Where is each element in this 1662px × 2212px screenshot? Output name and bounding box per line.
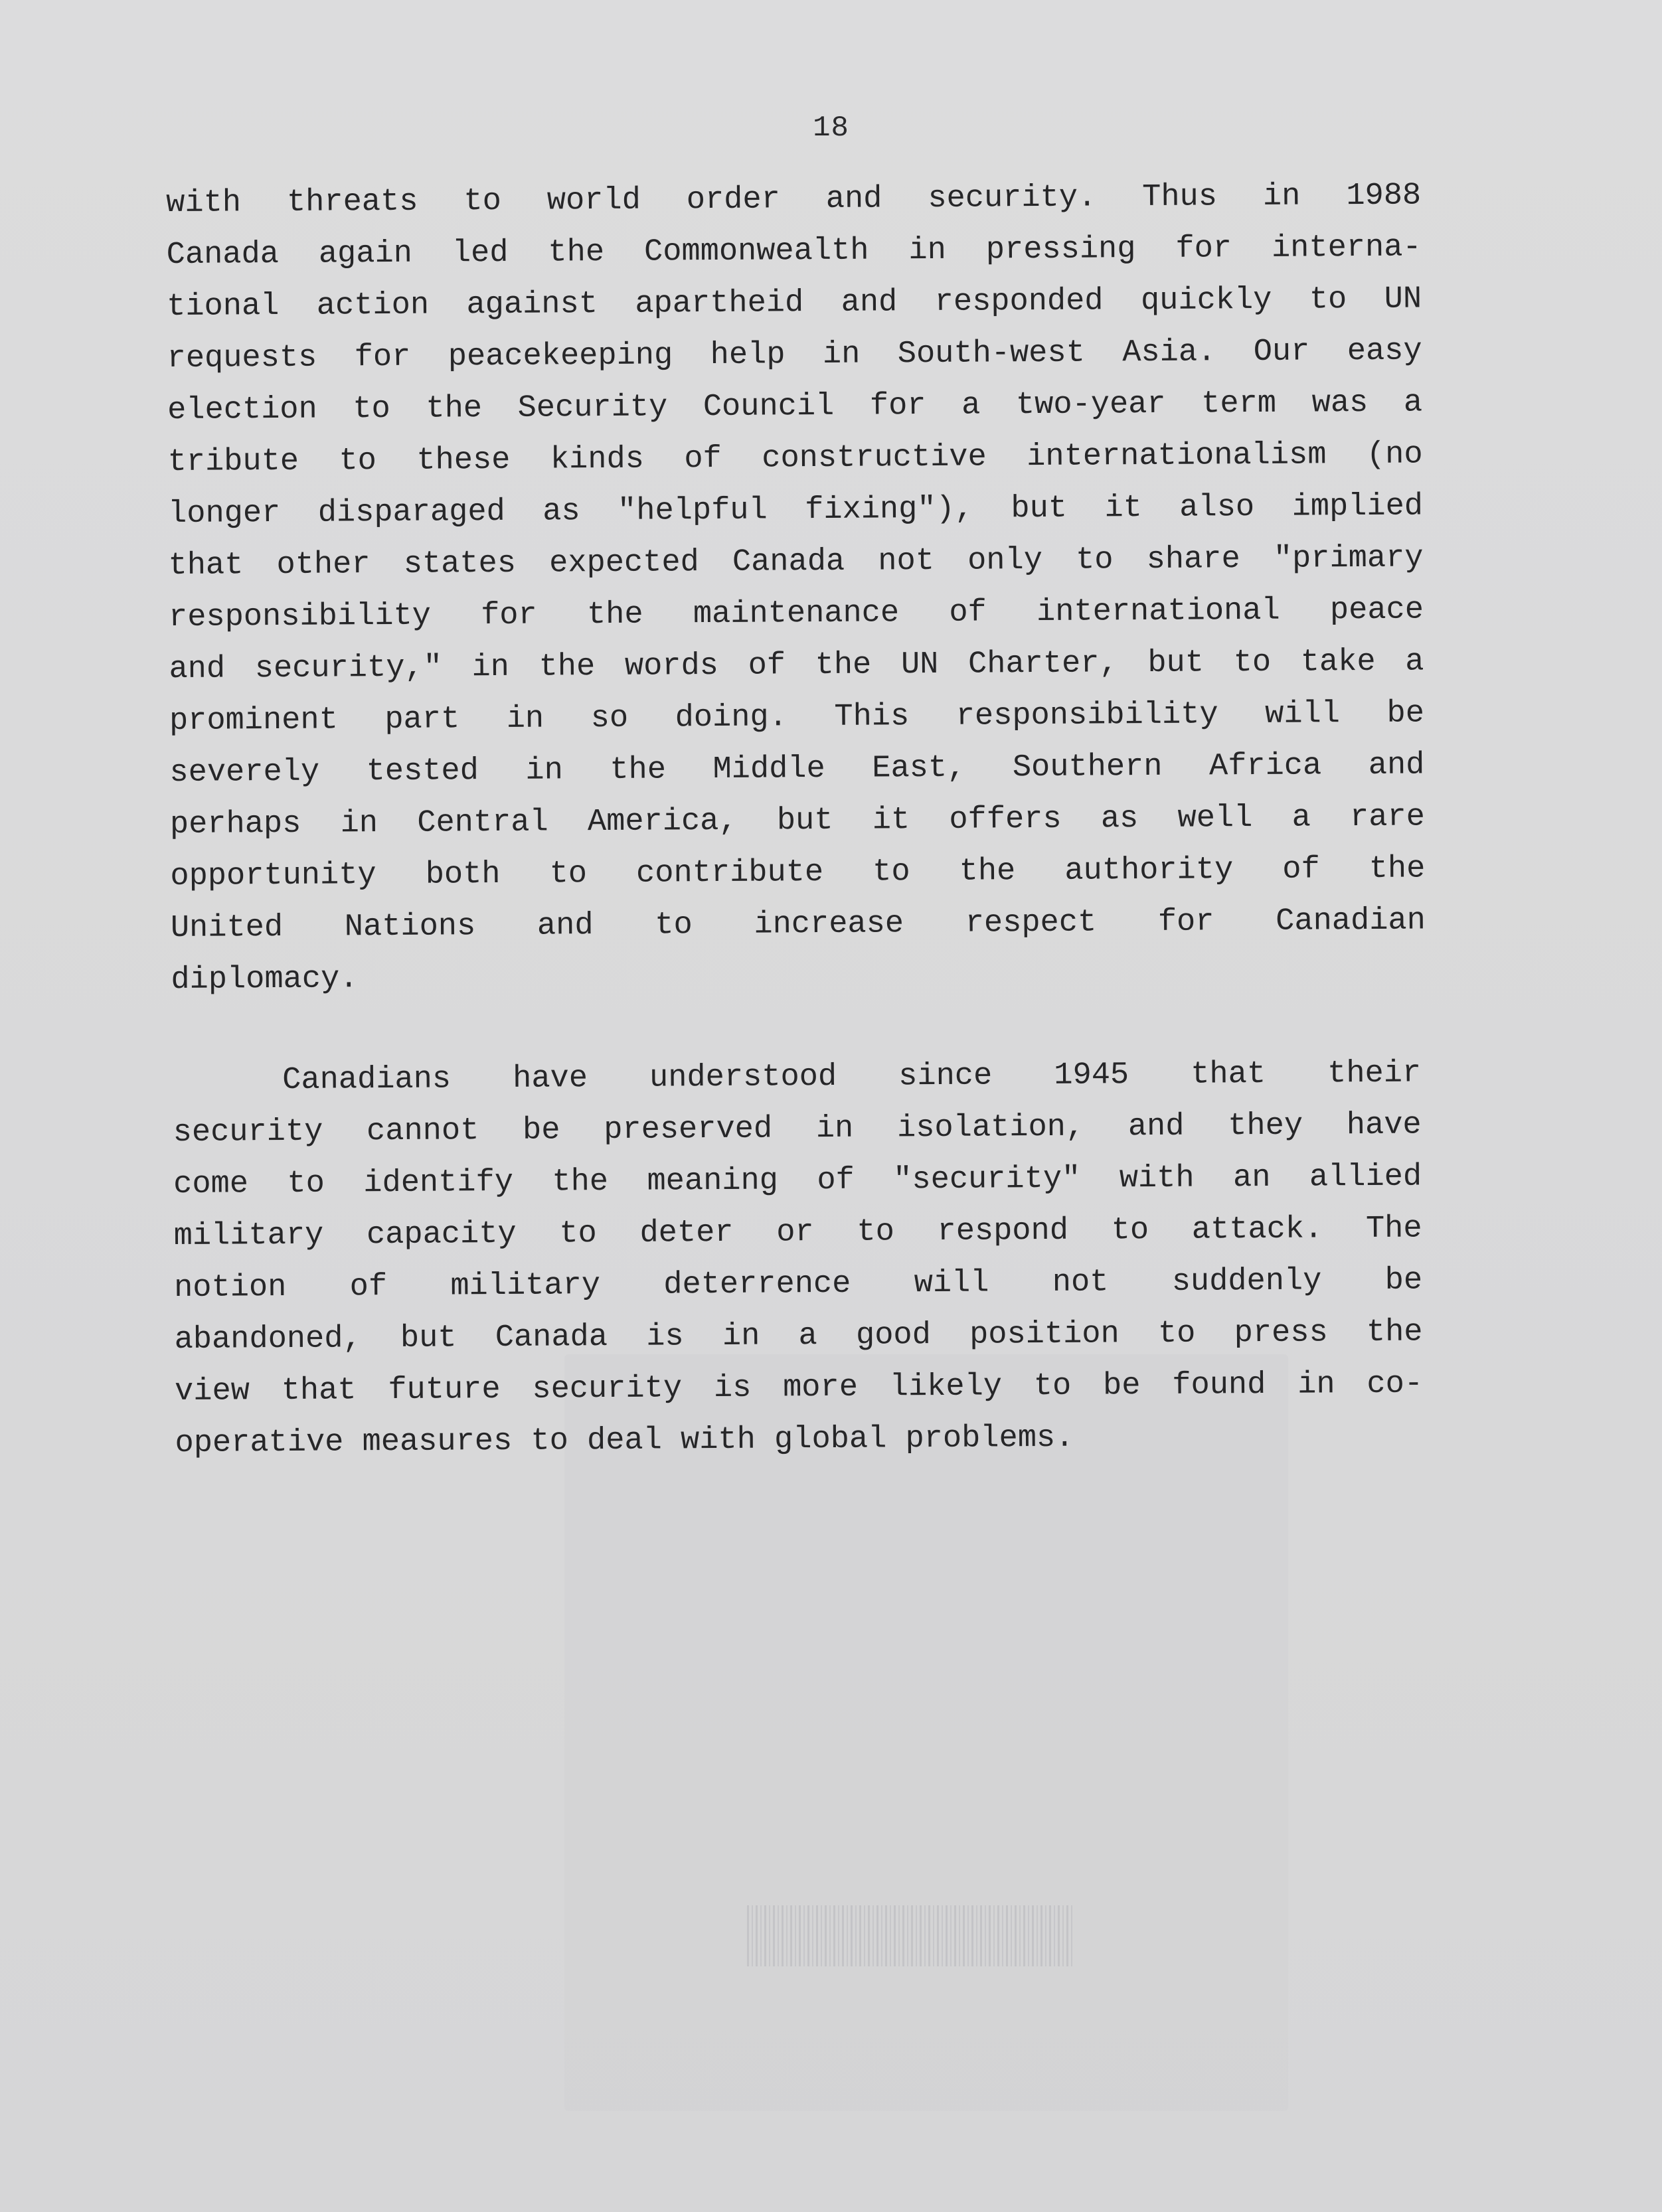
bleed-through-card <box>564 1354 1288 2111</box>
text-line: view that future security is more likely to be found in co- <box>174 1366 1424 1409</box>
text-line: severely tested in the Middle East, Southern Africa and <box>169 748 1425 791</box>
text-line: United Nations and to increase respect for Canadian <box>170 903 1426 946</box>
text-line: opportunity both to contribute to the authority of the <box>170 851 1426 894</box>
paragraph-1 <box>166 170 1426 1006</box>
text-line: responsibility for the maintenance of international peace <box>168 592 1424 635</box>
paragraph-2 <box>173 1048 1424 1470</box>
text-line: diplomacy. <box>171 961 359 998</box>
text-line: election to the Security Council for a two-year term was a <box>167 385 1423 428</box>
text-line: abandoned, but Canada is in a good position to press the <box>174 1314 1423 1358</box>
text-line: tribute to these kinds of constructive internationalism (no <box>167 437 1423 480</box>
text-line: come to identify the meaning of "security" with an allied <box>173 1159 1422 1202</box>
text-line: longer disparaged as "helpful fixing"), but it also implied <box>167 489 1424 532</box>
text-line: and security," in the words of the UN Charter, but to take a <box>169 644 1424 687</box>
text-line: with threats to world order and security. Thus in 1988 <box>166 178 1422 221</box>
text-line: operative measures to deal with global problems. <box>175 1420 1074 1461</box>
text-line: Canada again led the Commonwealth in pressing for interna- <box>166 230 1422 273</box>
text-line: Canadians have understood since 1945 that their <box>282 1056 1422 1098</box>
text-line: notion of military deterrence will not suddenly be <box>173 1263 1423 1306</box>
text-line: military capacity to deter or to respond to attack. The <box>173 1211 1422 1254</box>
text-line: tional action against apartheid and responded quickly to UN <box>167 281 1422 325</box>
text-line: that other states expected Canada not only to share "primary <box>168 540 1424 584</box>
bleed-through-barcode <box>747 1905 1072 1966</box>
text-line: requests for peacekeeping help in South-west Asia. Our easy <box>167 333 1422 376</box>
text-line: perhaps in Central America, but it offers as well a rare <box>169 799 1426 842</box>
page-number: 18 <box>813 112 849 145</box>
text-line: prominent part in so doing. This responsibility will be <box>169 696 1425 739</box>
text-line: security cannot be preserved in isolation, and they have <box>173 1107 1422 1150</box>
